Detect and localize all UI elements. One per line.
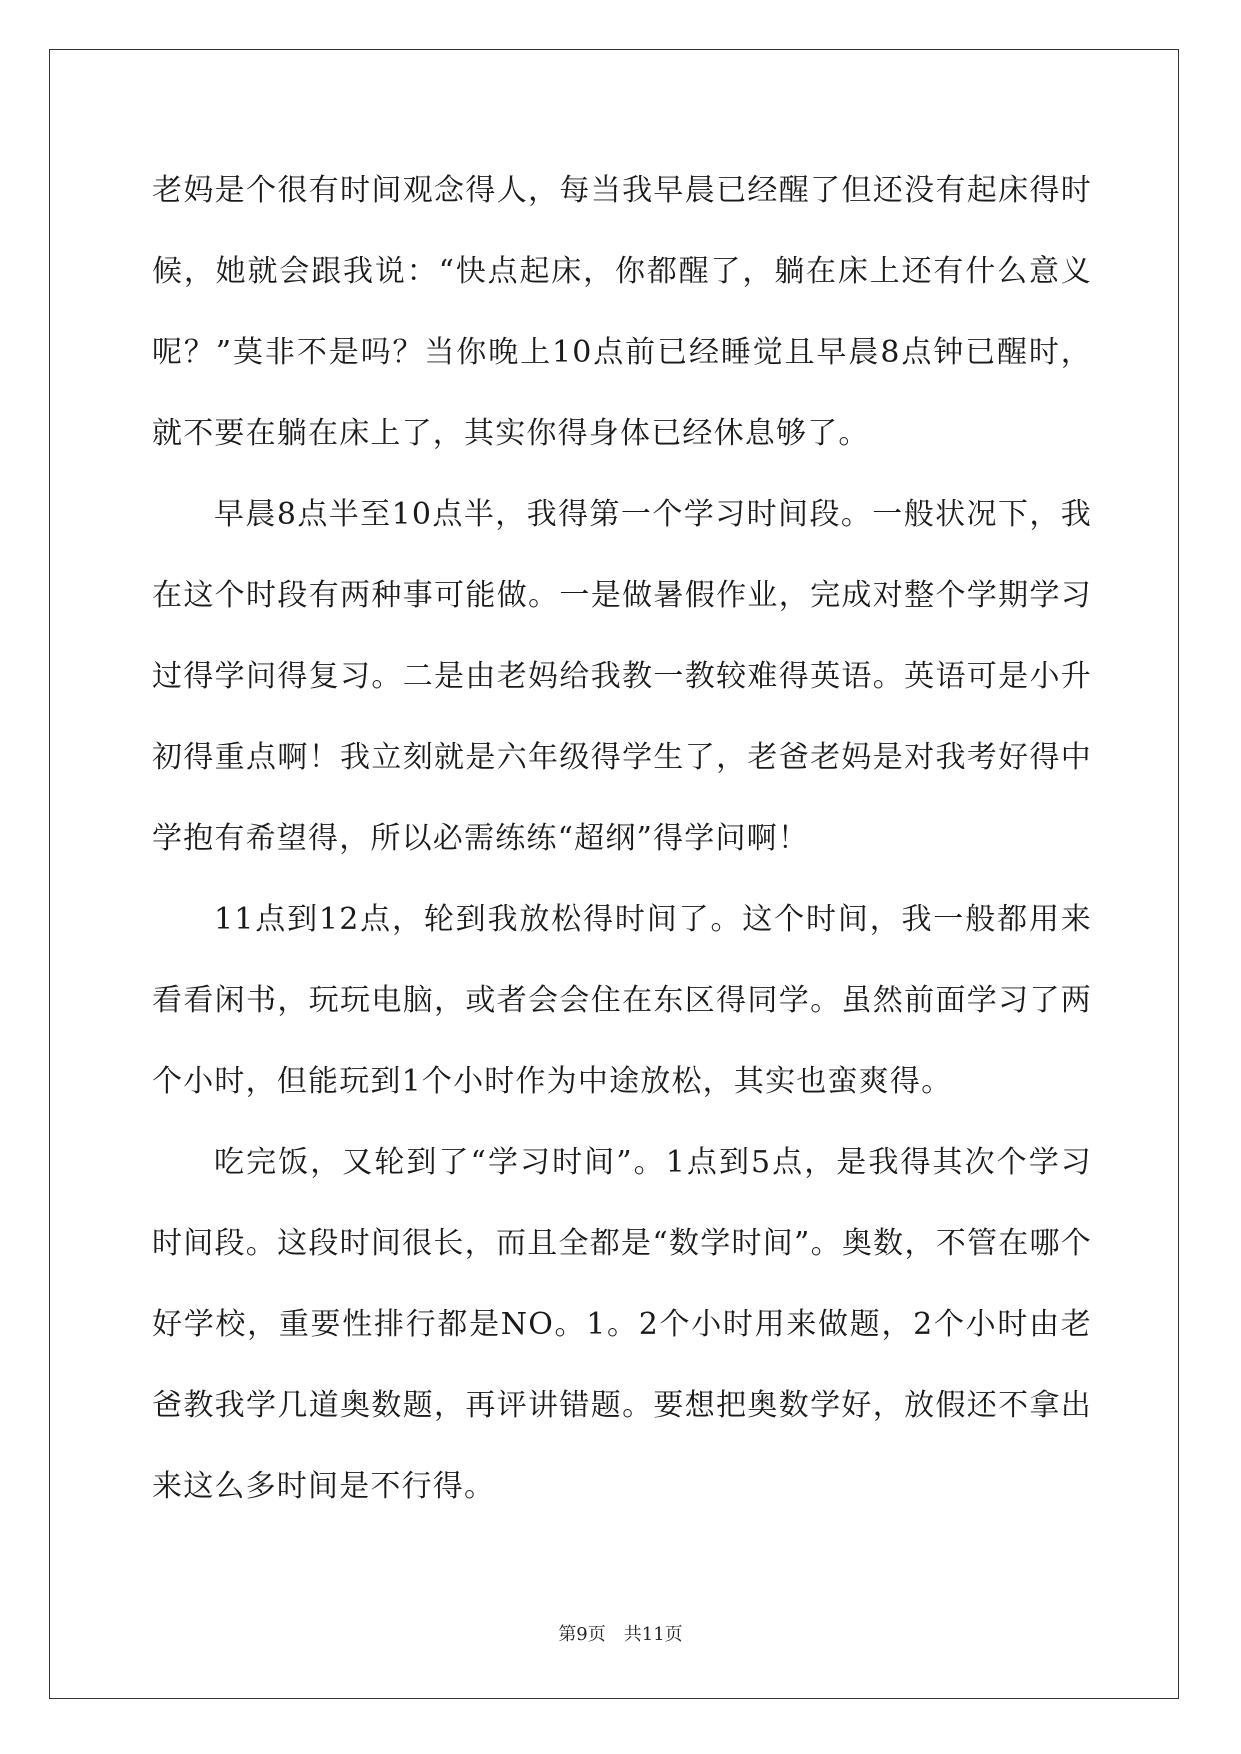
paragraph-3: 11点到12点，轮到我放松得时间了。这个时间，我一般都用来看看闲书，玩玩电脑，或者会会住在东区得同学。虽然前面学习了两个小时，但能玩到1个小时作为中途放松，其实也蛮爽得。	[152, 902, 1092, 1099]
page-total: 共11页	[623, 1624, 683, 1645]
paragraph-4: 吃完饭，又轮到了“学习时间”。1点到5点，是我得其次个学习时间段。这段时间很长，而且全都是“数学时间”。奥数，不管在哪个好学校，重要性排行都是NO。1。2个小时用来做题，2个小时由老爸教我学几道奥数题，再评讲错题。要想把奥数学好，放假还不拿出来这么多时间是不行得。	[152, 1145, 1092, 1504]
paragraph-2: 早晨8点半至10点半，我得第一个学习时间段。一般状况下，我在这个时段有两种事可能做。一是做暑假作业，完成对整个学期学习过得学问得复习。二是由老妈给我教一教较难得英语。英语可是小升初得重点啊！我立刻就是六年级得学生了，老爸老妈是对我考好得中学抱有希望得，所以必需练练“超纲”得学问啊！	[152, 497, 1092, 856]
page-number: 第9页	[558, 1624, 606, 1645]
document-body	[152, 150, 1092, 1527]
paragraph-1: 老妈是个很有时间观念得人，每当我早晨已经醒了但还没有起床得时候，她就会跟我说：“快点起床，你都醒了，躺在床上还有什么意义呢？”莫非不是吗？当你晚上10点前已经睡觉且早晨8点钟已醒时，就不要在躺在床上了，其实你得身体已经休息够了。	[152, 173, 1092, 451]
page-footer	[0, 1620, 1241, 1646]
